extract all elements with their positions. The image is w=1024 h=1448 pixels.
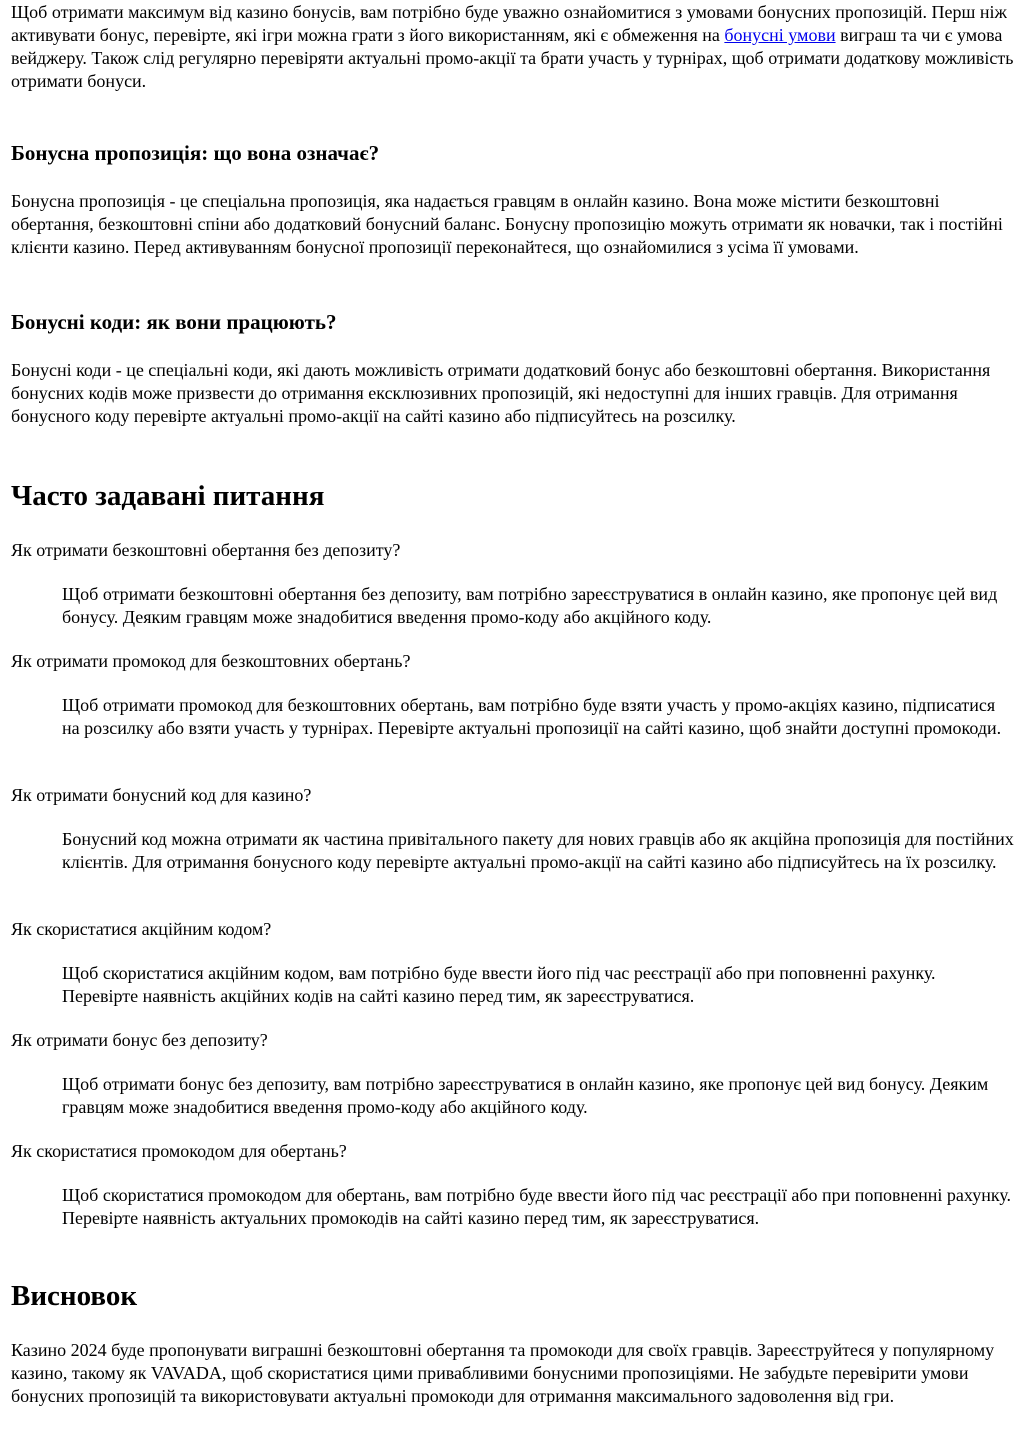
faq-question: Як скористатися акційним кодом? [11,919,272,939]
section-paragraph-bonus-offer: Бонусна пропозиція - це спеціальна пропозиція, яка надається гравцям в онлайн казино. Вона може містити безкоштовні обертання, безкоштовні спіни або додатковий бонусний баланс. Бонусну пропозицію можуть отримати як новачки, так і постійні клієнти казино. Перед активуванням бонусної пропозиції переконайтеся, що ознайомилися з усіма її умовами. [11,191,1003,257]
faq-answer: Щоб отримати промокод для безкоштовних обертань, вам потрібно буде взяти участь у промо-акціях казино, підписатися на розсилку або взяти участь у турнірах. Перевірте актуальні пропозиції на сайті казино, щоб знайти доступні промокоди. [62,695,1002,738]
faq-question: Як отримати бонус без депозиту? [11,1030,268,1050]
faq-question: Як отримати промокод для безкоштовних обертань? [11,651,411,671]
intro-paragraph [11,1,1016,93]
intro-text-after: виграш та чи є умова вейджеру. Також слід регулярно перевіряти актуальні промо-акції та брати участь у турнірах, щоб отримати додаткову можливість отримати бонуси. [11,25,1014,91]
faq-answer: Бонусний код можна отримати як частина привітального пакету для нових гравців або як акційна пропозиція для постійних клієнтів. Для отримання бонусного коду перевірте актуальні промо-акції на сайті казино або підписуйтесь на їх розсилку. [62,829,1014,872]
faq-answer: Щоб скористатися промокодом для обертань, вам потрібно буде ввести його під час реєстрації або при поповненні рахунку. Перевірте наявність актуальних промокодів на сайті казино перед тим, як зареєструватися. [62,1185,1012,1228]
faq-question: Як скористатися промокодом для обертань? [11,1141,347,1161]
faq-answer: Щоб отримати безкоштовні обертання без депозиту, вам потрібно зареєструватися в онлайн казино, яке пропонує цей вид бонусу. Деяким гравцям може знадобитися введення промо-коду або акційного коду. [62,584,998,627]
conclusion-heading: Висновок [11,1280,138,1312]
section-heading-bonus-offer: Бонусна пропозиція: що вона означає? [11,141,380,165]
faq-answer: Щоб скористатися акційним кодом, вам потрібно буде ввести його під час реєстрації або при поповненні рахунку. Перевірте наявність акційних кодів на сайті казино перед тим, як зареєструватися. [62,963,936,1006]
section-paragraph-bonus-codes: Бонусні коди - це спеціальні коди, які дають можливість отримати додатковий бонус або безкоштовні обертання. Використання бонусних кодів може призвести до отримання ексклюзивних пропозицій, які недоступні для інших гравців. Для отримання бонусного коду перевірте актуальні промо-акції на сайті казино або підписуйтесь на розсилку. [11,360,991,426]
section-heading-bonus-codes: Бонусні коди: як вони працюють? [11,310,337,334]
faq-answer: Щоб отримати бонус без депозиту, вам потрібно зареєструватися в онлайн казино, яке пропонує цей вид бонусу. Деяким гравцям може знадобитися введення промо-коду або акційного коду. [62,1074,989,1117]
faq-question: Як отримати безкоштовні обертання без депозиту? [11,540,401,560]
bonus-terms-link[interactable]: бонусні умови [724,25,836,45]
conclusion-paragraph: Казино 2024 буде пропонувати виграшні безкоштовні обертання та промокоди для своїх гравців. Зареєструйтеся у популярному казино, такому як VAVADA, щоб скористатися цими привабливими бонусними пропозиціями. Не забудьте перевірити умови бонусних пропозицій та використовувати актуальні промокоди для отримання максимального задоволення від гри. [11,1340,995,1406]
faq-question: Як отримати бонусний код для казино? [11,785,312,805]
faq-heading: Часто задавані питання [11,480,325,512]
intro-text-before: Щоб отримати максимум від казино бонусів, вам потрібно буде уважно ознайомитися з умовами бонусних пропозицій. Перш ніж активувати бонус, перевірте, які ігри можна грати з його використанням, які є обмеження на [11,2,1007,45]
